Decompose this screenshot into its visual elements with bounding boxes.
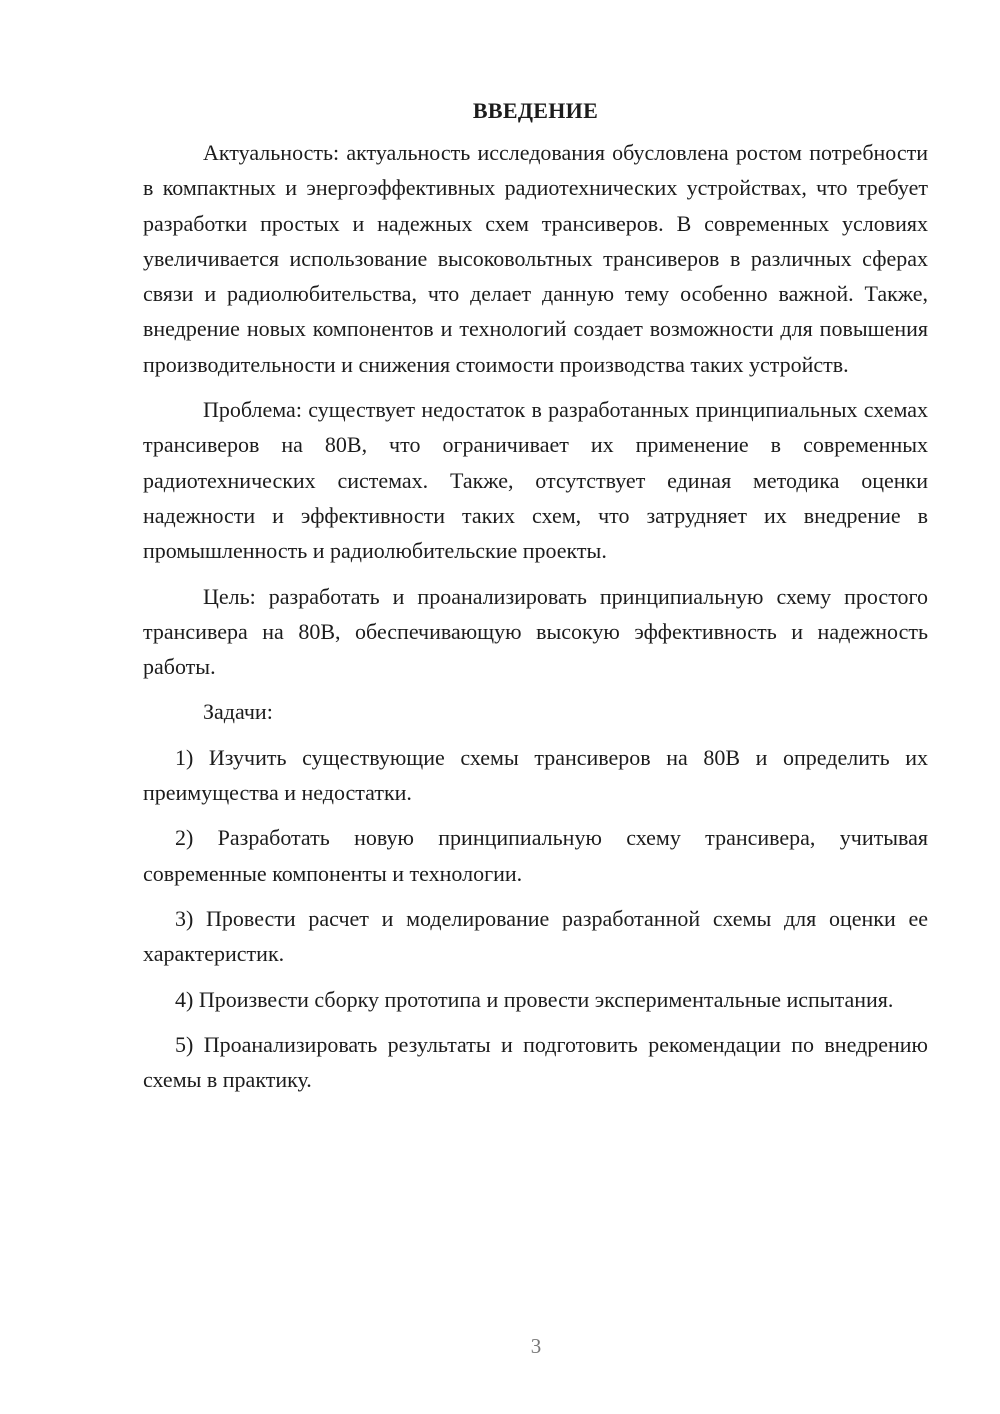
task-item-5: 5) Проанализировать результаты и подготовить рекомендации по внедрению схемы в практику. [143, 1031, 928, 1093]
paragraph-problem: Проблема: существует недостаток в разработанных принципиальных схемах трансиверов на 80В, что ограничивает их применение в современных радиотехнических системах. Также, отсутствует единая методика оценки надежности и эффективности таких схем, что затрудняет их внедрение в промышленность и радиолюбительские проекты. [143, 397, 928, 564]
page-number: 3 [530, 1334, 542, 1358]
paragraph-goal: Цель: разработать и проанализировать принципиальную схему простого трансивера на 80В, обеспечивающую высокую эффективность и надежность работы. [143, 583, 928, 680]
document-page [143, 93, 928, 1107]
paragraph-relevance: Актуальность: актуальность исследования обусловлена ростом потребности в компактных и энергоэффективных радиотехнических устройствах, что требует разработки простых и надежных схем трансиверов. В современных условиях увеличивается использование высоковольтных трансиверов в различных сферах связи и радиолюбительства, что делает данную тему особенно важной. Также, внедрение новых компонентов и технологий создает возможности для повышения производительности и снижения стоимости производства таких устройств. [143, 140, 928, 377]
task-item-2: 2) Разработать новую принципиальную схему трансивера, учитывая современные компоненты и технологии. [143, 825, 928, 886]
task-item-1: 1) Изучить существующие схемы трансиверов на 80В и определить их преимущества и недостатки. [143, 744, 928, 806]
tasks-heading: Задачи: [203, 699, 273, 725]
task-item-3: 3) Провести расчет и моделирование разработанной схемы для оценки ее характеристик. [143, 905, 928, 967]
task-item-4: 4) Произвести сборку прототипа и провести экспериментальные испытания. [175, 986, 894, 1012]
page-title: ВВЕДЕНИЕ [472, 98, 599, 123]
